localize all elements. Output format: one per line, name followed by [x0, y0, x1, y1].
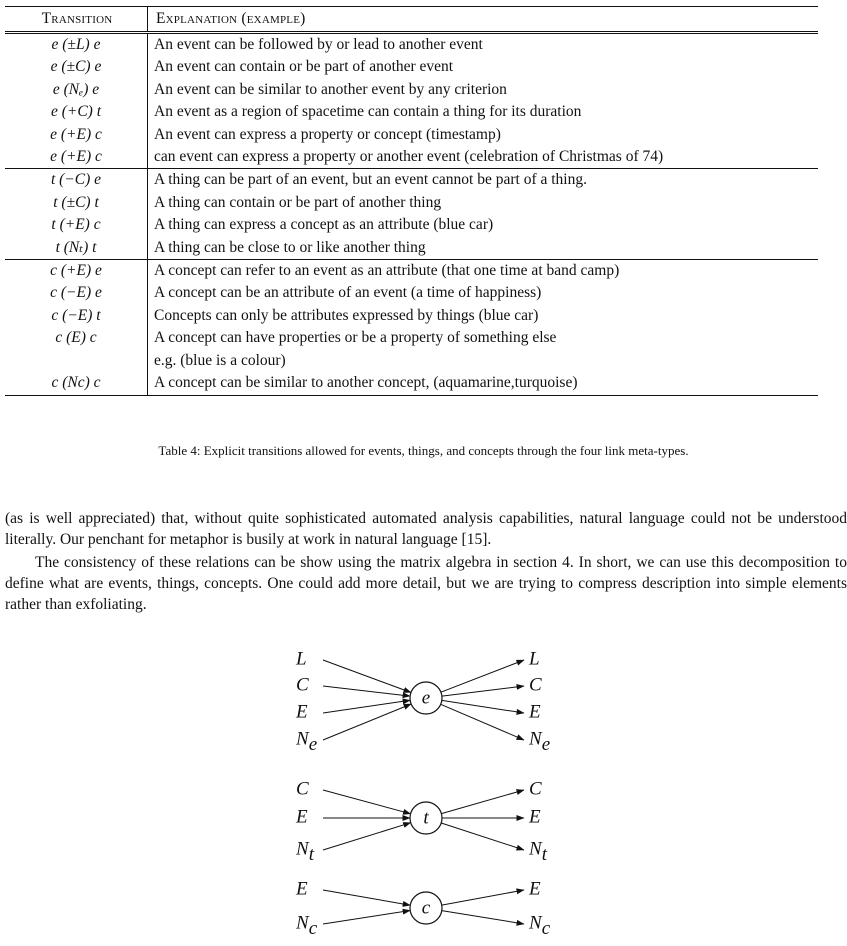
explanation-cell: An event can be similar to another event by any criterion — [154, 80, 507, 98]
transition-cell: e (Nₑ) e — [5, 79, 148, 101]
transition-cell: e (+C) t — [5, 101, 148, 123]
node-label: c — [421, 897, 431, 919]
transition-cell: t (±C) t — [5, 192, 148, 214]
transition-cell: c (−E) e — [5, 282, 148, 304]
node-label: t — [423, 807, 429, 829]
input-arrow — [323, 704, 411, 740]
transition-cell: c (−E) t — [5, 305, 148, 327]
input-label: C — [296, 674, 309, 696]
explanation-cell: A concept can be similar to another concept, (aquamarine,turquoise) — [148, 372, 819, 395]
input-label: L — [296, 648, 307, 670]
transition-cell: e (+E) c — [5, 124, 148, 146]
explanation-cell: A concept can have properties or be a property of something else — [154, 329, 557, 347]
output-label: Ne — [529, 728, 551, 756]
body-paragraph: (as is well appreciated) that, without quite sophisticated automated analysis capabilities, natural language could not be understood literally. Our penchant for metaphor is busily at work in natural language [15]. — [5, 510, 847, 548]
table-caption: Table 4: Explicit transitions allowed for events, things, and concepts through the four link meta-types. — [158, 443, 689, 458]
explanation-cell: A thing can contain or be part of another thing — [154, 193, 442, 211]
node-label: e — [421, 687, 431, 709]
transition-cell: t (Nₜ) t — [5, 237, 148, 260]
output-label: L — [529, 648, 540, 670]
explanation-cell: An event can contain or be part of another event — [154, 58, 454, 76]
output-arrow — [441, 704, 524, 740]
input-arrow — [323, 790, 411, 814]
output-label: C — [529, 778, 542, 800]
input-label: C — [296, 778, 309, 800]
input-arrow — [323, 700, 410, 713]
output-label: E — [529, 878, 541, 900]
output-arrow — [442, 700, 524, 713]
input-label: Nt — [296, 838, 314, 866]
transition-cell: e (+E) c — [5, 146, 148, 169]
explanation-cell: A thing can be close to or like another thing — [154, 238, 426, 256]
transition-cell: e (±L) e — [5, 33, 148, 57]
explanation-cell: An event as a region of spacetime can contain a thing for its duration — [154, 103, 582, 121]
transition-cell: t (−C) e — [5, 169, 148, 192]
input-label: E — [296, 878, 308, 900]
output-label: E — [529, 701, 541, 723]
header-transition: Transition — [5, 7, 148, 33]
transition-cell: t (+E) c — [5, 214, 148, 236]
explanation-cell: Concepts can only be attributes expressed by things (blue car) — [154, 306, 539, 324]
input-arrow — [323, 890, 410, 905]
input-arrow — [323, 911, 410, 925]
explanation-cell: A thing can express a concept as an attribute (blue car) — [154, 216, 494, 234]
transition-cell: c (E) c — [5, 327, 148, 349]
output-arrow — [441, 823, 524, 850]
body-paragraph: The consistency of these relations can be show using the matrix algebra in section 4. In short, we can use this decomposition to define what are events, things, concepts. One could add more detail, but we are trying to compress description into simple elements rather than exfoliating. — [5, 554, 847, 613]
input-label: Ne — [296, 728, 318, 756]
transition-cell: c (+E) e — [5, 260, 148, 283]
output-arrow — [441, 790, 524, 814]
output-label: E — [529, 806, 541, 828]
explanation-cell: e.g. (blue is a colour) — [154, 351, 286, 369]
output-label: C — [529, 674, 542, 696]
output-label: Nt — [529, 838, 547, 866]
output-label: Nc — [529, 912, 551, 940]
transition-cell: c (Nc) c — [5, 372, 148, 395]
output-arrow — [442, 911, 524, 924]
header-explanation: Explanation (example) — [156, 9, 306, 27]
input-label: E — [296, 806, 308, 828]
explanation-cell: A concept can be an attribute of an event (a time of happiness) — [154, 284, 542, 302]
transition-cell: e (±C) e — [5, 56, 148, 78]
output-arrow — [442, 890, 524, 905]
input-label: Nc — [296, 912, 318, 940]
explanation-cell: An event can be followed by or lead to another event — [154, 36, 483, 53]
input-label: E — [296, 701, 308, 723]
input-arrow — [323, 823, 411, 850]
explanation-cell: A concept can refer to an event as an attribute (that one time at band camp) — [148, 260, 819, 283]
explanation-cell: A thing can be part of an event, but an event cannot be part of a thing. — [148, 169, 819, 192]
explanation-cell: can event can express a property or another event (celebration of Christmas of 74) — [154, 148, 664, 166]
explanation-cell: An event can express a property or concept (timestamp) — [154, 125, 501, 143]
